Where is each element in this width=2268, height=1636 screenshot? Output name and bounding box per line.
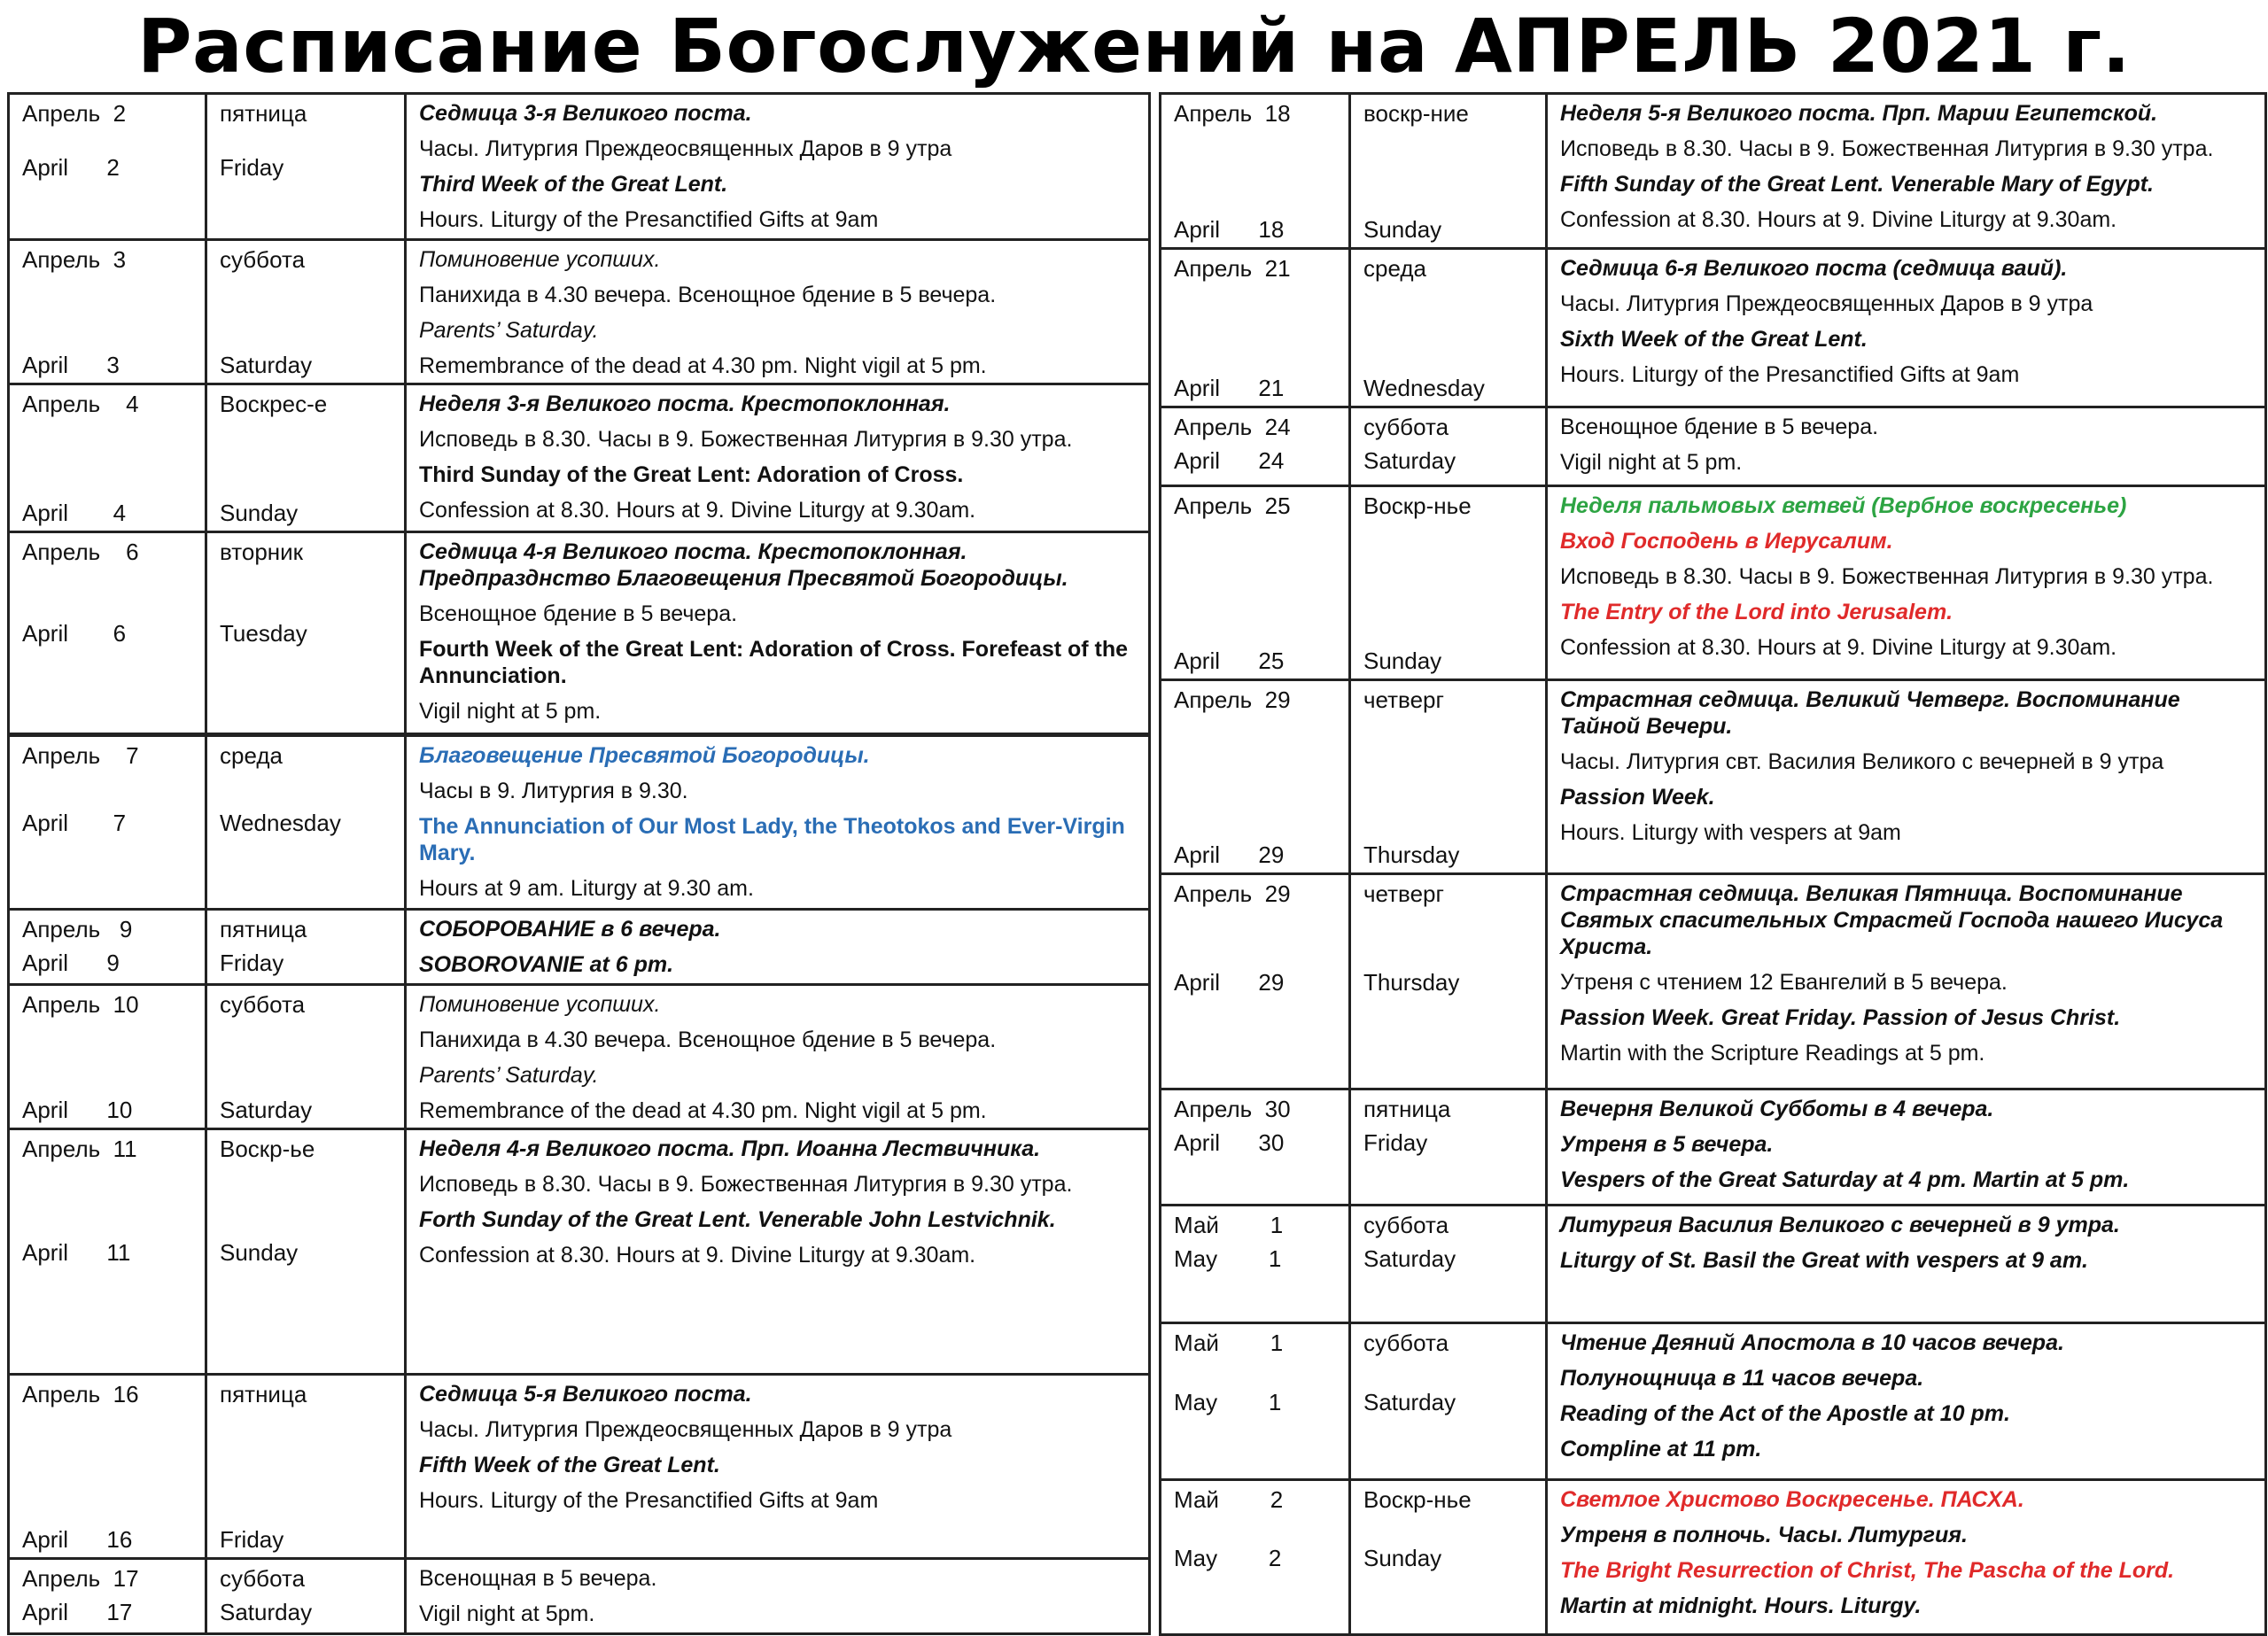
events-cell (406, 735, 1150, 910)
date-cell (9, 532, 206, 735)
weekday-cell (1350, 874, 1547, 1089)
schedule-row (1161, 1480, 2266, 1635)
date-cell (9, 735, 206, 910)
weekday-cell (206, 1375, 406, 1559)
weekday-cell (1350, 1089, 1547, 1206)
date-en: April 10 (22, 1097, 133, 1123)
date-cell (1161, 1323, 1350, 1480)
date-en: April 7 (22, 810, 127, 836)
events-cell (1547, 874, 2266, 1089)
date-ru: Апрель 6 (22, 539, 139, 565)
service-line: Седмица 6-я Великого поста (седмица ваий). (1560, 256, 2068, 281)
date-en: April 29 (1174, 841, 1285, 868)
weekday-ru: суббота (1363, 1330, 1449, 1356)
date-ru: Май 2 (1174, 1486, 1284, 1513)
schedule-row (9, 1559, 1150, 1634)
service-line: Неделя 3-я Великого поста. Крестопоклонная. (419, 392, 951, 416)
date-ru: Апрель 21 (1174, 255, 1291, 282)
weekday-ru: суббота (1363, 414, 1449, 440)
page-title: Расписание Богослужений на АПРЕЛЬ 2021 г. (136, 3, 2132, 89)
weekday-en: Saturday (220, 1097, 313, 1123)
service-line: Всенощное бдение в 5 вечера. (419, 601, 738, 626)
service-line: The Entry of the Lord into Jerusalem. (1560, 600, 1953, 624)
date-cell (1161, 1089, 1350, 1206)
events-cell (406, 1559, 1150, 1634)
schedule-row (9, 384, 1150, 532)
service-line: Third Week of the Great Lent. (419, 172, 728, 197)
service-line: Чтение Деяний Апостола в 10 часов вечера. (1560, 1330, 2064, 1355)
service-line: Полунощница в 11 часов вечера. (1560, 1366, 1924, 1391)
date-ru: Апрель 7 (22, 742, 139, 769)
schedule-row (1161, 249, 2266, 407)
service-line: Sixth Week of the Great Lent. (1560, 327, 1868, 352)
date-en: April 6 (22, 620, 127, 647)
service-line: Fifth Sunday of the Great Lent. Venerable Mary of Egypt. (1560, 172, 2154, 197)
service-line: Forth Sunday of the Great Lent. Venerable John Lestvichnik. (419, 1207, 1056, 1232)
service-line: Passion Week. Great Friday. Passion of Jesus Christ. (1560, 1005, 2121, 1030)
date-ru: Апрель 29 (1174, 686, 1291, 713)
service-line: Страстная седмица. Великая Пятница. Воспоминание Святых спасительных Страстей Господа нашего Иисуса Христа. (1560, 881, 2224, 959)
service-line: Всенощное бдение в 5 вечера. (1560, 415, 1879, 439)
weekday-en: Thursday (1363, 841, 1460, 868)
weekday-en: Sunday (1363, 1544, 1442, 1571)
events-cell (1547, 1206, 2266, 1323)
right-schedule-table (1159, 92, 2267, 1636)
service-line: Confession at 8.30. Hours at 9. Divine Liturgy at 9.30am. (419, 498, 976, 523)
date-ru: Апрель 11 (22, 1136, 137, 1162)
weekday-ru: Воскрес-е (220, 391, 328, 417)
service-line: Часы. Литургия свт. Василия Великого с вечерней в 9 утра (1560, 749, 2164, 774)
events-cell (406, 1129, 1150, 1375)
schedule-row (9, 985, 1150, 1129)
weekday-ru: пятница (220, 100, 307, 127)
service-line: Исповедь в 8.30. Часы в 9. Божественная Литургия в 9.30 утра. (1560, 564, 2214, 589)
weekday-en: Friday (1363, 1129, 1428, 1156)
schedule-row (1161, 1089, 2266, 1206)
date-ru: Апрель 17 (22, 1565, 139, 1592)
schedule-row (1161, 1323, 2266, 1480)
weekday-cell (1350, 94, 1547, 249)
service-line: Седмица 4-я Великого поста. Крестопоклонная. Предпразднство Благовещения Пресвятой Богородицы. (419, 539, 1068, 591)
schedule-row (1161, 874, 2266, 1089)
weekday-en: Wednesday (220, 810, 341, 836)
weekday-ru: среда (1363, 255, 1426, 282)
date-cell (9, 94, 206, 240)
service-line: Confession at 8.30. Hours at 9. Divine Liturgy at 9.30am. (1560, 635, 2117, 660)
date-cell (1161, 407, 1350, 486)
date-cell (9, 1375, 206, 1559)
weekday-ru: среда (220, 742, 283, 769)
date-en: April 16 (22, 1526, 133, 1553)
events-cell (1547, 486, 2266, 680)
date-en: April 3 (22, 352, 120, 378)
date-cell (9, 384, 206, 532)
events-cell (1547, 94, 2266, 249)
service-line: Hours. Liturgy of the Presanctified Gifts at 9am (419, 207, 879, 232)
weekday-cell (206, 735, 406, 910)
date-en: April 17 (22, 1599, 133, 1625)
weekday-ru: суббота (220, 1565, 306, 1592)
weekday-en: Saturday (1363, 1388, 1456, 1415)
service-line: Утреня с чтением 12 Евангелий в 5 вечера. (1560, 970, 2008, 995)
service-line: Благовещение Пресвятой Богородицы. (419, 743, 870, 768)
events-cell (406, 240, 1150, 384)
weekday-ru: вторник (220, 539, 304, 565)
weekday-cell (206, 1559, 406, 1634)
service-line: Исповедь в 8.30. Часы в 9. Божественная Литургия в 9.30 утра. (419, 1172, 1073, 1197)
date-cell (9, 910, 206, 985)
date-cell (1161, 1206, 1350, 1323)
weekday-en: Sunday (220, 1238, 299, 1266)
schedule-row (9, 94, 1150, 240)
service-line: Поминовение усопших. (419, 992, 661, 1017)
weekday-cell (1350, 1323, 1547, 1480)
weekday-en: Thursday (1363, 968, 1460, 996)
date-ru: Апрель 10 (22, 991, 139, 1018)
weekday-ru: суббота (220, 991, 306, 1018)
date-en: May 2 (1174, 1544, 1282, 1571)
date-ru: Май 1 (1174, 1212, 1284, 1238)
service-line: Вечерня Великой Субботы в 4 вечера. (1560, 1097, 1994, 1121)
events-cell (406, 384, 1150, 532)
date-cell (1161, 94, 1350, 249)
weekday-en: Saturday (220, 352, 313, 378)
weekday-ru: Воскр-нье (1363, 1486, 1472, 1513)
date-en: April 18 (1174, 216, 1285, 243)
schedule-row (1161, 94, 2266, 249)
weekday-cell (1350, 486, 1547, 680)
date-cell (9, 240, 206, 384)
service-line: The Annunciation of Our Most Lady, the Theotokos and Ever-Virgin Mary. (419, 814, 1125, 865)
weekday-ru: пятница (220, 1381, 307, 1407)
schedule-row (1161, 407, 2266, 486)
schedule-row (9, 240, 1150, 384)
service-line: Светлое Христово Воскресенье. ПАСХА. (1560, 1487, 2024, 1512)
schedule-row (9, 1375, 1150, 1559)
service-line: Hours at 9 am. Liturgy at 9.30 am. (419, 876, 754, 901)
service-line: Compline at 11 pm. (1560, 1437, 1762, 1462)
schedule-row (1161, 1206, 2266, 1323)
service-line: Часы. Литургия Преждеосвященных Даров в 9 утра (419, 1417, 952, 1442)
service-line: Confession at 8.30. Hours at 9. Divine Liturgy at 9.30am. (419, 1243, 976, 1268)
service-line: Неделя пальмовых ветвей (Вербное воскресенье) (1560, 493, 2127, 518)
weekday-ru: суббота (1363, 1212, 1449, 1238)
service-line: Vigil night at 5pm. (419, 1601, 595, 1626)
weekday-ru: пятница (220, 916, 307, 942)
date-en: April 4 (22, 500, 127, 526)
events-cell (406, 1375, 1150, 1559)
service-line: Литургия Василия Великого с вечерней в 9 утра. (1560, 1213, 2120, 1237)
date-cell (9, 1559, 206, 1634)
weekday-en: Friday (220, 950, 284, 976)
schedule-row (1161, 486, 2266, 680)
events-cell (406, 985, 1150, 1129)
service-line: Fifth Week of the Great Lent. (419, 1453, 720, 1477)
weekday-cell (206, 1129, 406, 1375)
service-line: Часы. Литургия Преждеосвященных Даров в 9 утра (1560, 291, 2093, 316)
date-en: May 1 (1174, 1245, 1282, 1272)
weekday-en: Sunday (1363, 647, 1442, 674)
date-en: April 24 (1174, 447, 1285, 474)
service-line: Reading of the Act of the Apostle at 10 pm. (1560, 1401, 2010, 1426)
service-line: Hours. Liturgy with vespers at 9am (1560, 820, 1901, 845)
date-cell (1161, 1480, 1350, 1635)
weekday-cell (1350, 680, 1547, 874)
weekday-en: Sunday (1363, 216, 1442, 243)
service-line: Liturgy of St. Basil the Great with vespers at 9 am. (1560, 1248, 2088, 1273)
date-en: April 21 (1174, 375, 1285, 401)
events-cell (1547, 249, 2266, 407)
weekday-cell (1350, 1480, 1547, 1635)
date-en: May 1 (1174, 1388, 1282, 1415)
service-line: Confession at 8.30. Hours at 9. Divine Liturgy at 9.30am. (1560, 207, 2117, 232)
date-ru: Апрель 29 (1174, 880, 1291, 907)
date-cell (9, 1129, 206, 1375)
date-en: April 30 (1174, 1129, 1285, 1156)
service-line: Remembrance of the dead at 4.30 pm. Night vigil at 5 pm. (419, 353, 987, 378)
service-line: Hours. Liturgy of the Presanctified Gifts at 9am (1560, 362, 2020, 387)
weekday-ru: воскр-ние (1363, 100, 1469, 127)
date-ru: Апрель 3 (22, 246, 127, 273)
service-line: The Bright Resurrection of Christ, The Pascha of the Lord. (1560, 1558, 2175, 1583)
weekday-cell (206, 240, 406, 384)
date-ru: Апрель 24 (1174, 414, 1291, 440)
service-line: Martin with the Scripture Readings at 5 pm. (1560, 1041, 1985, 1066)
service-line: Часы в 9. Литургия в 9.30. (419, 779, 688, 803)
date-cell (9, 985, 206, 1129)
service-line: SOBOROVANIE at 6 pm. (419, 952, 674, 977)
weekday-cell (206, 94, 406, 240)
date-cell (1161, 486, 1350, 680)
weekday-en: Sunday (220, 500, 299, 526)
service-line: СОБОРОВАНИЕ в 6 вечера. (419, 917, 721, 942)
service-line: Vigil night at 5 pm. (1560, 450, 1743, 475)
service-line: Hours. Liturgy of the Presanctified Gifts at 9am (419, 1488, 879, 1513)
events-cell (406, 94, 1150, 240)
service-line: Third Sunday of the Great Lent: Adoration of Cross. (419, 462, 964, 487)
service-line: Неделя 5-я Великого поста. Прп. Марии Египетской. (1560, 101, 2158, 126)
weekday-en: Friday (220, 153, 284, 181)
date-ru: Апрель 30 (1174, 1096, 1291, 1122)
service-line: Passion Week. (1560, 785, 1715, 810)
service-line: Исповедь в 8.30. Часы в 9. Божественная Литургия в 9.30 утра. (419, 427, 1073, 452)
service-line: Неделя 4-я Великого поста. Прп. Иоанна Лествичника. (419, 1136, 1041, 1161)
service-line: Страстная седмица. Великий Четверг. Воспоминание Тайной Вечери. (1560, 687, 2180, 739)
events-cell (1547, 407, 2266, 486)
service-line: Vigil night at 5 pm. (419, 699, 602, 724)
weekday-cell (1350, 249, 1547, 407)
weekday-cell (1350, 1206, 1547, 1323)
date-ru: Апрель 16 (22, 1381, 139, 1407)
weekday-en: Tuesday (220, 620, 307, 647)
weekday-en: Saturday (1363, 1245, 1456, 1272)
weekday-cell (206, 985, 406, 1129)
date-en: April 9 (22, 950, 120, 976)
date-en: April 2 (22, 153, 120, 181)
weekday-en: Saturday (1363, 447, 1456, 474)
date-ru: Апрель 4 (22, 391, 139, 417)
events-cell (1547, 680, 2266, 874)
events-cell (406, 910, 1150, 985)
service-line: Утреня в 5 вечера. (1560, 1132, 1774, 1157)
service-line: Утреня в полночь. Часы. Литургия. (1560, 1523, 1968, 1547)
weekday-ru: Воскр-ье (220, 1136, 315, 1162)
service-line: Панихида в 4.30 вечера. Всенощное бдение в 5 вечера. (419, 1027, 997, 1052)
service-line: Исповедь в 8.30. Часы в 9. Божественная Литургия в 9.30 утра. (1560, 136, 2214, 161)
date-ru: Апрель 2 (22, 100, 127, 127)
service-line: Remembrance of the dead at 4.30 pm. Night vigil at 5 pm. (419, 1098, 987, 1123)
schedule-row (9, 532, 1150, 735)
service-line: Поминовение усопших. (419, 247, 661, 272)
schedule-row (9, 735, 1150, 910)
service-line: Martin at midnight. Hours. Liturgy. (1560, 1593, 1922, 1618)
weekday-cell (206, 910, 406, 985)
service-line: Часы. Литургия Преждеосвященных Даров в 9 утра (419, 136, 952, 161)
events-cell (1547, 1323, 2266, 1480)
service-line: Fourth Week of the Great Lent: Adoration of Cross. Forefeast of the Annunciation. (419, 637, 1129, 688)
service-line: Parents’ Saturday. (419, 318, 599, 343)
service-line: Parents’ Saturday. (419, 1063, 599, 1088)
left-schedule-table (7, 92, 1151, 1635)
date-ru: Май 1 (1174, 1330, 1284, 1356)
date-ru: Апрель 18 (1174, 100, 1291, 127)
service-line: Седмица 5-я Великого поста. (419, 1382, 752, 1407)
date-cell (1161, 249, 1350, 407)
date-en: April 25 (1174, 647, 1285, 674)
events-cell (1547, 1089, 2266, 1206)
weekday-en: Saturday (220, 1599, 313, 1625)
weekday-cell (206, 384, 406, 532)
weekday-cell (1350, 407, 1547, 486)
date-ru: Апрель 25 (1174, 492, 1291, 519)
weekday-en: Wednesday (1363, 375, 1485, 401)
schedule-row (9, 910, 1150, 985)
service-line: Всенощная в 5 вечера. (419, 1566, 657, 1591)
schedule-row (9, 1129, 1150, 1375)
date-en: April 29 (1174, 968, 1285, 996)
weekday-cell (206, 532, 406, 735)
service-line: Вход Господень в Иерусалим. (1560, 529, 1893, 554)
weekday-ru: четверг (1363, 880, 1444, 907)
date-cell (1161, 874, 1350, 1089)
service-line: Vespers of the Great Saturday at 4 pm. Martin at 5 pm. (1560, 1167, 2130, 1192)
service-line: Седмица 3-я Великого поста. (419, 101, 752, 126)
events-cell (406, 532, 1150, 735)
weekday-ru: четверг (1363, 686, 1444, 713)
schedule-row (1161, 680, 2266, 874)
weekday-ru: Воскр-нье (1363, 492, 1472, 519)
weekday-en: Friday (220, 1526, 284, 1553)
service-line: Панихида в 4.30 вечера. Всенощное бдение в 5 вечера. (419, 283, 997, 307)
weekday-ru: суббота (220, 246, 306, 273)
weekday-ru: пятница (1363, 1096, 1451, 1122)
date-en: April 11 (22, 1238, 131, 1266)
date-ru: Апрель 9 (22, 916, 133, 942)
events-cell (1547, 1480, 2266, 1635)
date-cell (1161, 680, 1350, 874)
